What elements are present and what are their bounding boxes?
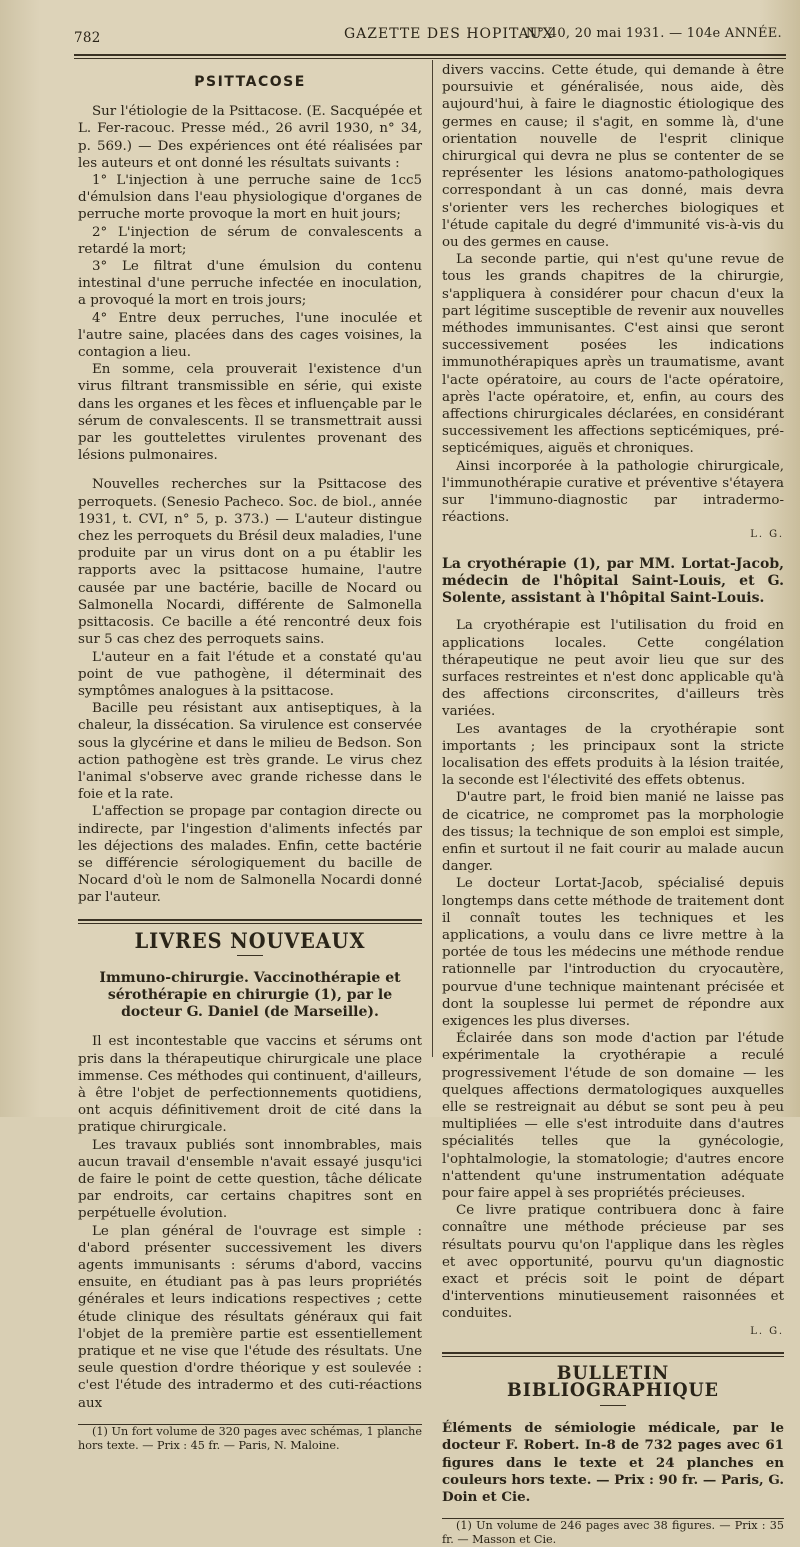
title-rule — [237, 955, 263, 956]
article-paragraph: Les avantages de la cryothérapie sont importants ; les principaux sont la stricte localisation des effets produits à la lésion traitée, la seconde est l'électivité des effets obtenus. — [442, 721, 784, 789]
article-perroquets-head: Nouvelles recherches sur la Psittacose des perroquets. (Senesio Pacheco. Soc. de biol., année 1931, t. CVI, n° 5, p. 373.) — L'auteur distingue chez les perroquets du Brésil deux maladies, l'une produite par un virus dont on a pu établir les rapports avec la psittacose humaine, l'autre causée par une bactérie, bacille de Nocard ou Salmonella Nocardi, différente de Salmonella psittacosis. Ce bacille a été rencontré deux fois sur 5 cas chez des perroquets sains. — [78, 477, 422, 648]
header-rule-thin — [74, 58, 786, 59]
footnote: (1) Un volume de 246 pages avec 38 figures. — Prix : 35 fr. — Masson et Cie. — [442, 1519, 784, 1547]
right-column — [442, 62, 784, 1547]
article-paragraph: En somme, cela prouverait l'existence d'un virus filtrant transmissible en série, qui existe dans les organes et les fèces et influençable par le sérum de convalescents. Il se transmettrait aussi par les gouttelettes virulentes provenant des lésions pulmonaires. — [78, 362, 422, 464]
list-item: 2° L'injection de sérum de convalescents a retardé la mort; — [78, 224, 422, 257]
issue-info: N° 40, 20 mai 1931. — 104e ANNÉE. — [525, 26, 782, 41]
list-item: 4° Entre deux perruches, l'une inoculée et l'autre saine, placées dans des cages voisines, la contagion a lieu. — [78, 310, 422, 361]
signature: L. G. — [750, 1325, 784, 1337]
article-immuno-chirurgie-head: Immuno-chirurgie. Vaccinothérapie et sérothérapie en chirurgie (1), par le docteur G. Daniel (de Marseille). — [99, 969, 401, 1021]
article-paragraph: Ainsi incorporée à la pathologie chirurgicale, l'immunothérapie curative et préventive s'étayera sur l'immuno-diagnostic par intradermo-réactions. — [442, 458, 784, 526]
list-item: 1° L'injection à une perruche saine de 1cc5 d'émulsion dans l'eau physiologique d'organes de perruche morte provoque la mort en huit jours; — [78, 173, 422, 223]
article-paragraph: divers vaccins. Cette étude, qui demande à être poursuivie et généralisée, nous aide, dès aujourd'hui, à faire le diagnostic étiologique des germes en cause; il s'agit, en somme là, d'une orientation nouvelle de l'esprit clinique chirurgical qui devra ne plus se contenter de se représenter les lésions anatomo-pathologiques correspondant à un cas donné, mais devra s'orienter vers les recherches biologiques et l'étude capitale du degré d'immunité vis-à-vis du ou des germes en cause. — [442, 63, 784, 251]
article-paragraph: Il est incontestable que vaccins et sérums ont pris dans la thérapeutique chirurgicale une place immense. Ces méthodes qui continuent, d'ailleurs, à être l'objet de perfectionnements quotidiens, ont acquis définitivement droit de cité dans la pratique chirurgicale. — [78, 1034, 422, 1136]
section-title-bulletin: BULLETIN BIBLIOGRAPHIQUE — [507, 1361, 719, 1402]
footnote: (1) Un fort volume de 320 pages avec schémas, 1 planche hors texte. — Prix : 45 fr. — Paris, N. Maloine. — [78, 1424, 422, 1452]
page-header — [74, 24, 782, 44]
article-paragraph: Le plan général de l'ouvrage est simple : d'abord présenter successivement les divers agents immunisants : sérums d'abord, vaccins ensuite, en étudiant pas à pas leurs propriétés générales et leurs indications respectives ; cette étude clinique des résultats généraux qui fait l'objet de la première partie est essentiellement pratique et ne vise que l'étude des résultats. Une seule question d'ordre théorique y est soulevée : c'est l'étude des intradermo et des cuti-réactions aux — [78, 1223, 422, 1411]
column-divider — [432, 60, 433, 1057]
article-semiologie-head: Éléments de sémiologie médicale, par le docteur F. Robert. In-8 de 732 pages avec 61 figures dans le texte et 24 planches en couleurs hors texte. — Prix : 90 fr. — Paris, G. Doin et Cie. — [442, 1420, 784, 1506]
article-paragraph: La seconde partie, qui n'est qu'une revue de tous les grands chapitres de la chirurgie, s'appliquera à considérer pour chacun d'eux la part légitime susceptible de revenir aux nouvelles méthodes immunisantes. C'est ainsi que seront successivement posées les indications immunothérapiques après un traumatisme, avant l'acte opératoire, au cours de l'acte opératoire, après l'acte opératoire, et, enfin, au cours des affections chirurgicales déclarées, en considérant successivement les affections septicémiques, pré-septicémiques, aiguës et chroniques. — [442, 252, 784, 457]
article-psittacose-etiologie-head: Sur l'étiologie de la Psittacose. (E. Sacquépée et L. Fer-racouc. Presse méd., 26 avril 1930, n° 34, p. 569.) — Des expériences ont été réalisées par les auteurs et ont donné les résultats suivants : — [78, 104, 422, 171]
header-rule — [74, 54, 786, 56]
article-paragraph: Les travaux publiés sont innombrables, mais aucun travail d'ensemble n'avait essayé jusqu'ici de faire le point de cette question, tâche délicate par endroits, car certains chapitres sont en perpétuelle évolution. — [78, 1137, 422, 1222]
section-title-livres-nouveaux: LIVRES NOUVEAUX — [134, 927, 366, 953]
signature: L. G. — [750, 529, 784, 541]
list-item: 3° Le filtrat d'une émulsion du contenu intestinal d'une perruche infectée en inoculation, a provoqué la mort en trois jours; — [78, 259, 422, 309]
title-rule — [600, 1405, 626, 1406]
article-paragraph: D'autre part, le froid bien manié ne laisse pas de cicatrice, ne compromet pas la morphologie des tissus; la technique de son emploi est simple, enfin et surtout il ne fait courir au malade aucun danger. — [442, 790, 784, 875]
left-column — [78, 70, 422, 1453]
article-paragraph: L'affection se propage par contagion directe ou indirecte, par l'ingestion d'aliments infectés par les déjections des malades. Enfin, cette bactérie se différencie sérologiquement du bacille de Nocard d'où le nom de Salmonella Nocardi donné par l'auteur. — [78, 804, 422, 906]
article-paragraph: Le docteur Lortat-Jacob, spécialisé depuis longtemps dans cette méthode de traitement dont il connaît toutes les techniques et les applications, a voulu dans ce livre mettre à la portée de tous les médecins une méthode rendue rationnelle par l'introduction du cryocautère, pourvue d'une technique maintenant précisée et dont la souplesse lui permet de répondre aux exigences les plus diverses. — [442, 876, 784, 1029]
article-cryotherapie-head: La cryothérapie (1), par MM. Lortat-Jacob, médecin de l'hôpital Saint-Louis, et G. Solente, assistant à l'hôpital Saint-Louis. — [442, 555, 784, 607]
section-title-psittacose: PSITTACOSE — [194, 74, 306, 90]
article-paragraph: Éclairée dans son mode d'action par l'étude expérimentale la cryothérapie a reculé progressivement l'étude de son domaine — les quelques affections dermatologiques auxquelles elle se restreignait au début se sont peu à peu multipliées — elle s'est introduite dans d'autres spécialités telles que la gynécologie, l'ophtalmologie, la stomatologie; d'autres encore n'attendent qu'une instrumentation adéquate pour faire appel à ses propriétés précieuses. — [442, 1031, 784, 1201]
article-paragraph: L'auteur en a fait l'étude et a constaté qu'au point de vue pathogène, il déterminait des symptômes analogues à la psittacose. — [78, 649, 422, 699]
journal-title: GAZETTE DES HOPITAUX — [344, 26, 554, 42]
article-paragraph: Ce livre pratique contribuera donc à faire connaître une méthode précieuse par ses résultats pourvu qu'on l'applique dans les règles et avec opportunité, pourvu qu'un diagnostic exact et précis soit le point de départ d'interventions minutieusement raisonnées et conduites. — [442, 1203, 784, 1322]
section-rule — [442, 1352, 784, 1357]
article-paragraph: Bacille peu résistant aux antiseptiques, à la chaleur, la dissécation. Sa virulence est conservée sous la glycérine et dans le milieu de Bedson. Son action pathogène est très grande. Le virus chez l'animal s'observe avec grande richesse dans le foie et la rate. — [78, 701, 422, 803]
section-rule — [78, 919, 422, 924]
article-paragraph: La cryothérapie est l'utilisation du froid en applications locales. Cette congélation thérapeutique ne peut avoir lieu que sur des surfaces restreintes et n'est donc applicable qu'à des affections circonscrites, d'ailleurs très variées. — [442, 618, 784, 720]
page-number: 782 — [74, 30, 101, 46]
